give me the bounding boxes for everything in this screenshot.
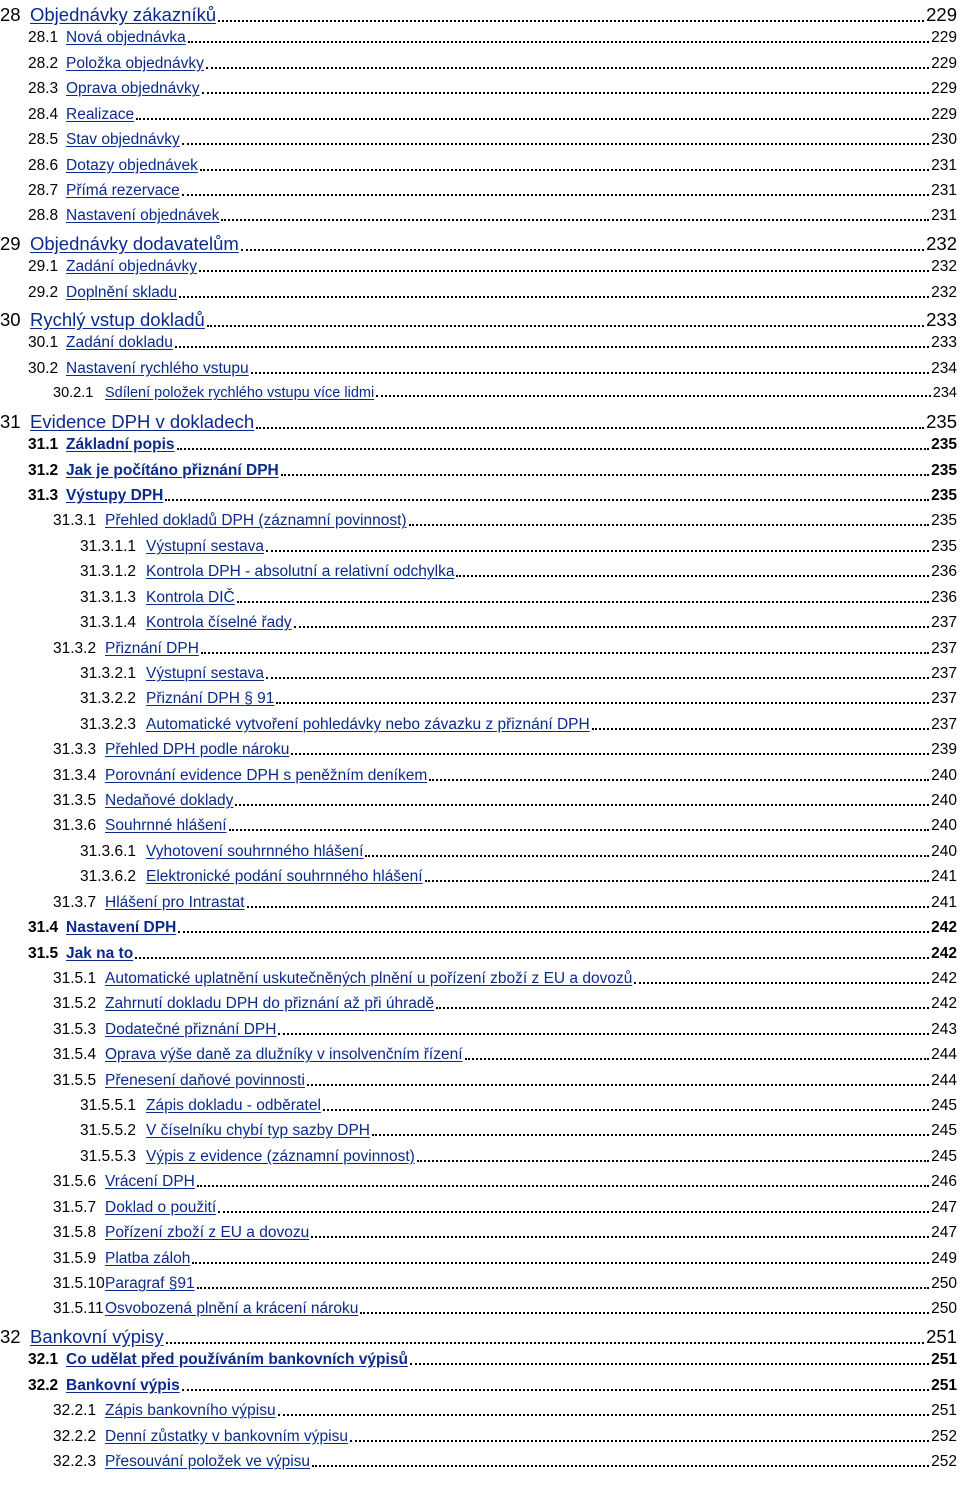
toc-page-number: 252 [931,1427,957,1445]
toc-entry-number: 32.1 [28,1351,59,1369]
toc-entry-link[interactable]: Elektronické podání souhrnného hlášení [146,868,423,886]
toc-page-number: 231 [931,207,957,225]
toc-entry-link[interactable]: Platba záloh [105,1249,191,1267]
toc-page-number: 230 [931,131,957,149]
toc-page-number: 235 [931,436,957,454]
toc-entry[interactable] [0,462,960,480]
toc-entry[interactable] [0,868,960,886]
toc-entry-number: 31.3.3 [53,741,97,759]
dot-leader [266,677,929,679]
toc-entry-link[interactable]: Evidence DPH v dokladech [30,410,255,432]
toc-entry-link[interactable]: Kontrola DPH - absolutní a relativní odchylka [146,563,455,581]
toc-entry-link[interactable]: Doplnění skladu [66,283,178,301]
dot-leader [350,1440,929,1442]
dot-leader [281,474,929,476]
toc-page-number: 242 [931,995,957,1013]
toc-entry[interactable] [0,919,960,937]
toc-entry-number: 31.3.2.1 [80,664,137,682]
toc-entry-link[interactable]: Automatické uplatnění uskutečněných plnění u pořízení zboží z EU a dovozů [105,969,633,987]
toc-entry-link[interactable]: Zadání objednávky [66,258,197,276]
toc-entry[interactable] [0,512,960,530]
dot-leader [425,880,930,882]
toc-entry[interactable] [0,1148,960,1166]
toc-entry-number: 31.5.5.3 [80,1147,137,1165]
toc-page-number: 229 [926,4,957,25]
dot-leader [365,855,929,857]
toc-entry-number: 31 [0,410,21,432]
dot-leader [634,982,929,984]
toc-page-number: 229 [931,29,957,47]
toc-entry[interactable] [0,640,960,658]
toc-page-number: 250 [931,1300,957,1318]
toc-page-number: 244 [931,1046,957,1064]
toc-entry[interactable] [0,182,960,200]
toc-entry-number: 32.2 [28,1376,59,1394]
toc-entry-number: 29 [0,232,21,254]
toc-entry[interactable] [0,589,960,607]
dot-leader [182,194,929,196]
toc-entry-number: 30.2.1 [53,385,94,402]
toc-entry[interactable] [0,1199,960,1217]
toc-entry-number: 30 [0,309,21,331]
toc-page-number: 242 [931,944,957,962]
toc-entry-number: 31.3.7 [53,893,97,911]
toc-entry-link[interactable]: Výstupní sestava [146,664,265,682]
toc-page-number: 240 [931,842,957,860]
toc-entry-link[interactable]: Denní zůstatky v bankovním výpisu [105,1427,348,1445]
toc-page-number: 234 [931,359,957,377]
toc-entry[interactable] [0,1300,960,1318]
toc-entry-link[interactable]: Nastavení DPH [66,919,177,937]
toc-entry-link[interactable]: Výstupy DPH [66,486,164,504]
dot-leader [323,1109,929,1111]
toc-entry-number: 31.3.6.1 [80,842,137,860]
toc-entry-link[interactable]: Porovnání evidence DPH s peněžním deníkem [105,766,428,784]
toc-entry-link[interactable]: Nastavení rychlého vstupu [66,359,249,377]
toc-entry-link[interactable]: Stav objednávky [66,131,180,149]
toc-page-number: 235 [931,512,957,530]
toc-entry-link[interactable]: Přiznání DPH § 91 [146,690,275,708]
toc-entry-number: 28.4 [28,105,59,123]
toc-page-number: 251 [931,1402,957,1420]
toc-entry[interactable] [0,436,960,454]
toc-entry-number: 31.3.4 [53,766,97,784]
dot-leader [360,1312,929,1314]
dot-leader [278,1033,929,1035]
toc-entry-number: 31.5.3 [53,1020,97,1038]
dot-leader [218,20,924,22]
toc-entry[interactable] [0,614,960,632]
dot-leader [417,1160,929,1162]
toc-entry-number: 31.5.7 [53,1198,97,1216]
dot-leader [218,1211,929,1213]
toc-entry[interactable] [0,1428,960,1446]
toc-page-number: 237 [931,639,957,657]
dot-leader [376,395,931,397]
toc-entry[interactable] [0,1377,960,1395]
toc-page-number: 233 [926,309,957,331]
dot-leader [188,41,929,43]
toc-entry[interactable] [0,1122,960,1140]
dot-leader [182,143,929,145]
toc-entry[interactable] [0,55,960,73]
toc-entry-number: 29.2 [28,283,59,301]
dot-leader [456,575,929,577]
dot-leader [202,92,930,94]
toc-entry-link[interactable]: Bankovní výpis [66,1376,180,1394]
toc-entry-number: 31.5.10 [53,1275,105,1292]
toc-entry[interactable] [0,1097,960,1115]
toc-entry-number: 31.3.1.1 [80,537,137,555]
dot-leader [307,1084,929,1086]
toc-page-number: 229 [931,80,957,98]
toc-entry-number: 28.1 [28,29,59,47]
dot-leader [429,779,929,781]
toc-entry[interactable] [0,1250,960,1268]
toc-page-number: 237 [931,690,957,708]
toc-page-number: 252 [931,1452,957,1470]
toc-page-number: 235 [931,461,957,479]
dot-leader [465,1058,930,1060]
toc-entry-number: 31.5.9 [53,1249,97,1267]
toc-entry-number: 31.5.2 [53,995,97,1013]
toc-page-number: 246 [931,1173,957,1191]
toc-page-number: 249 [931,1249,957,1267]
toc-page-number: 240 [931,792,957,810]
toc-entry[interactable] [0,29,960,47]
toc-entry[interactable] [0,1021,960,1039]
toc-entry-link[interactable]: Zápis bankovního výpisu [105,1402,276,1420]
toc-entry[interactable] [0,1326,960,1348]
toc-entry-number: 31.5.5.1 [80,1097,137,1115]
toc-entry-number: 30.2 [28,359,59,377]
toc-entry[interactable] [0,1072,960,1090]
toc-entry-link[interactable]: Zápis dokladu - odběratel [146,1097,321,1115]
toc-entry-link[interactable]: Základní popis [66,436,175,454]
toc-entry-link[interactable]: Rychlý vstup dokladů [30,309,205,331]
dot-leader [235,804,929,806]
dot-leader [312,1465,929,1467]
toc-page-number: 247 [931,1224,957,1242]
dot-leader [178,931,929,933]
toc-entry-link[interactable]: Nová objednávka [66,29,186,47]
dot-leader [200,169,929,171]
toc-entry-link[interactable]: Paragraf §91 [105,1275,195,1292]
toc-page-number: 231 [931,181,957,199]
toc-page-number: 251 [926,1325,957,1347]
toc-entry-link[interactable]: Přiznání DPH [105,639,199,657]
toc-entry-link[interactable]: Oprava objednávky [66,80,200,98]
dot-leader [592,728,929,730]
dot-leader [436,1007,929,1009]
dot-leader [165,499,929,501]
toc-page-number: 241 [931,893,957,911]
toc-entry[interactable] [0,487,960,505]
toc-entry-link[interactable]: Zahrnutí dokladu DPH do přiznání až při úhradě [105,995,435,1013]
toc-entry[interactable] [0,258,960,276]
dot-leader [197,1185,929,1187]
dot-leader [409,524,930,526]
toc-entry-link[interactable]: Přehled DPH podle nároku [105,741,290,759]
toc-entry-link[interactable]: Kontrola DIČ [146,588,235,606]
toc-entry[interactable] [0,284,960,302]
toc-entry-number: 32.2.2 [53,1427,97,1445]
toc-entry-link[interactable]: Přesouvání položek ve výpisu [105,1452,311,1470]
toc-entry[interactable] [0,767,960,785]
toc-entry-number: 31.4 [28,919,59,937]
toc-entry[interactable] [0,665,960,683]
toc-entry-number: 31.3.1.3 [80,588,137,606]
toc-entry-number: 31.3.1.4 [80,614,137,632]
toc-entry-number: 32.2.3 [53,1452,97,1470]
toc-entry-link[interactable]: Dotazy objednávek [66,156,198,174]
toc-entry-number: 31.3.6 [53,817,97,835]
toc-entry[interactable] [0,4,960,26]
toc-page-number: 240 [931,817,957,835]
toc-entry[interactable] [0,1453,960,1471]
toc-entry[interactable] [0,334,960,352]
toc-entry-number: 31.3.6.2 [80,868,137,886]
dot-leader [311,1236,929,1238]
toc-entry[interactable] [0,716,960,734]
toc-page-number: 237 [931,664,957,682]
toc-entry-number: 31.3.1.2 [80,563,137,581]
toc-entry[interactable] [0,309,960,331]
toc-entry-number: 28.7 [28,181,59,199]
toc-entry[interactable] [0,157,960,175]
toc-page-number: 245 [931,1122,957,1140]
toc-entry-link[interactable]: Kontrola číselné řady [146,614,292,632]
toc-entry[interactable] [0,563,960,581]
toc-page-number: 232 [931,283,957,301]
toc-entry-link[interactable]: Co udělat před používáním bankovních výpisů [66,1351,408,1369]
toc-entry-number: 28.5 [28,131,59,149]
toc-entry[interactable] [0,970,960,988]
toc-page-number: 251 [931,1351,957,1369]
dot-leader [201,652,929,654]
dot-leader [256,427,924,429]
toc-entry-link[interactable]: Sdílení položek rychlého vstupu více lidmi [105,385,375,402]
toc-entry-number: 30.1 [28,334,59,352]
dot-leader [221,219,929,221]
toc-page-number: 251 [931,1376,957,1394]
toc-entry-link[interactable]: Objednávky dodavatelům [30,232,239,254]
toc-page-number: 229 [931,105,957,123]
toc-page-number: 235 [931,486,957,504]
toc-page-number: 237 [931,715,957,733]
toc-page-number: 241 [931,868,957,886]
toc-entry-number: 31.5.8 [53,1224,97,1242]
toc-entry-link[interactable]: Vrácení DPH [105,1173,195,1191]
toc-entry-link[interactable]: Zadání dokladu [66,334,173,352]
toc-entry[interactable] [0,945,960,963]
dot-leader [276,702,929,704]
toc-entry-number: 31.2 [28,461,59,479]
toc-entry-link[interactable]: Hlášení pro Intrastat [105,893,245,911]
dot-leader [192,1262,929,1264]
toc-entry[interactable] [0,411,960,433]
dot-leader [294,626,930,628]
toc-entry-link[interactable]: Pořízení zboží z EU a dovozu [105,1224,310,1242]
toc-entry[interactable] [0,741,960,759]
toc-page-number: 236 [931,588,957,606]
toc-entry-link[interactable]: Osvobozená plnění a krácení nároku [105,1300,359,1318]
toc-entry[interactable] [0,843,960,861]
toc-entry-link[interactable]: Dodatečné přiznání DPH [105,1020,277,1038]
toc-entry-number: 28 [0,4,21,25]
toc-entry-number: 31.3.2 [53,639,97,657]
toc-entry-link[interactable]: Objednávky zákazníků [30,4,217,25]
toc-page-number: 235 [931,537,957,555]
toc-entry[interactable] [0,1275,960,1293]
toc-page-number: 233 [931,334,957,352]
toc-entry-link[interactable]: Přehled dokladů DPH (záznamní povinnost) [105,512,407,530]
toc-page-number: 247 [931,1198,957,1216]
toc-entry[interactable] [0,131,960,149]
toc-entry[interactable] [0,995,960,1013]
dot-leader [291,753,929,755]
toc-entry-link[interactable]: Přenesení daňové povinnosti [105,1071,305,1089]
toc-page-number: 232 [931,258,957,276]
toc-entry-link[interactable]: Realizace [66,105,135,123]
dot-leader [135,957,929,959]
toc-entry-number: 32 [0,1325,21,1347]
dot-leader [175,346,929,348]
toc-entry-link[interactable]: Nedaňové doklady [105,792,234,810]
toc-entry-link[interactable]: Jak na to [66,944,134,962]
dot-leader [182,1389,929,1391]
toc-entry[interactable] [0,894,960,912]
toc-entry-link[interactable]: Oprava výše daně za dlužníky v insolvenčním řízení [105,1046,463,1064]
toc-entry-number: 31.3.1 [53,512,97,530]
toc-entry[interactable] [0,233,960,255]
toc-entry[interactable] [0,792,960,810]
toc-entry[interactable] [0,1046,960,1064]
dot-leader [237,601,929,603]
toc-page-number: 240 [931,766,957,784]
toc-entry-link[interactable]: Výstupní sestava [146,537,265,555]
toc-entry-number: 29.1 [28,258,59,276]
toc-entry[interactable] [0,1224,960,1242]
toc-entry-link[interactable]: Souhrnné hlášení [105,817,227,835]
toc-entry-link[interactable]: Přímá rezervace [66,181,180,199]
toc-page-number: 234 [932,385,957,402]
toc-entry-number: 28.2 [28,54,59,72]
toc-entry[interactable] [0,106,960,124]
toc-entry-number: 28.3 [28,80,59,98]
toc-entry-number: 28.8 [28,207,59,225]
toc-entry-number: 32.2.1 [53,1402,97,1420]
dot-leader [229,829,930,831]
dot-leader [372,1134,929,1136]
toc-entry[interactable] [0,1173,960,1191]
toc-entry-number: 31.5.4 [53,1046,97,1064]
toc-entry-number: 31.5.11 [53,1300,104,1318]
toc-entry-link[interactable]: Jak je počítáno přiznání DPH [66,461,279,479]
toc-page-number: 250 [931,1275,957,1292]
toc-entry[interactable] [0,817,960,835]
dot-leader [136,118,929,120]
dot-leader [199,270,929,272]
toc-entry[interactable] [0,1402,960,1420]
toc-page-number: 244 [931,1071,957,1089]
dot-leader [251,372,929,374]
toc-entry-link[interactable]: Automatické vytvoření pohledávky nebo závazku z přiznání DPH [146,715,590,733]
toc-entry[interactable] [0,1351,960,1369]
toc-entry-link[interactable]: Položka objednávky [66,54,204,72]
toc-entry-link[interactable]: Vyhotovení souhrnného hlášení [146,842,364,860]
toc-page-number: 245 [931,1097,957,1115]
toc-page-number: 237 [931,614,957,632]
toc-entry-number: 31.3.5 [53,792,97,810]
toc-page-number: 231 [931,156,957,174]
toc-page-number: 242 [931,969,957,987]
dot-leader [197,1287,930,1289]
toc-page-number: 235 [926,410,957,432]
toc-entry-number: 31.5.5.2 [80,1122,137,1140]
toc-entry[interactable] [0,690,960,708]
toc-page-number: 236 [931,563,957,581]
dot-leader [247,906,930,908]
toc-entry-number: 28.6 [28,156,59,174]
dot-leader [278,1414,930,1416]
dot-leader [179,296,929,298]
toc-page-number: 229 [931,54,957,72]
dot-leader [206,67,929,69]
toc-page-number: 243 [931,1020,957,1038]
toc-entry[interactable] [0,385,960,401]
dot-leader [410,1363,929,1365]
dot-leader [177,448,930,450]
toc-entry[interactable] [0,538,960,556]
dot-leader [241,249,924,251]
toc-entry-number: 31.3 [28,486,59,504]
toc-entry-link[interactable]: V číselníku chybí typ sazby DPH [146,1122,370,1140]
toc-entry-number: 31.5 [28,944,59,962]
toc-entry[interactable] [0,80,960,98]
dot-leader [166,1342,924,1344]
toc-entry[interactable] [0,360,960,378]
toc-entry-link[interactable]: Výpis z evidence (záznamní povinnost) [146,1147,415,1165]
toc-entry-number: 31.5.1 [53,969,97,987]
toc-entry-number: 31.1 [28,436,59,454]
toc-page-number: 239 [931,741,957,759]
toc-entry-link[interactable]: Doklad o použití [105,1198,217,1216]
toc-entry-link[interactable]: Nastavení objednávek [66,207,220,225]
toc-entry[interactable] [0,207,960,225]
toc-page-number: 232 [926,232,957,254]
toc-entry-number: 31.5.6 [53,1173,97,1191]
toc-entry-number: 31.3.2.2 [80,690,137,708]
toc-page-number: 245 [931,1147,957,1165]
toc-entry-number: 31.3.2.3 [80,715,137,733]
toc-entry-number: 31.5.5 [53,1071,97,1089]
dot-leader [266,550,929,552]
toc-page-number: 242 [931,919,957,937]
dot-leader [207,325,924,327]
toc-entry-link[interactable]: Bankovní výpisy [30,1325,164,1347]
